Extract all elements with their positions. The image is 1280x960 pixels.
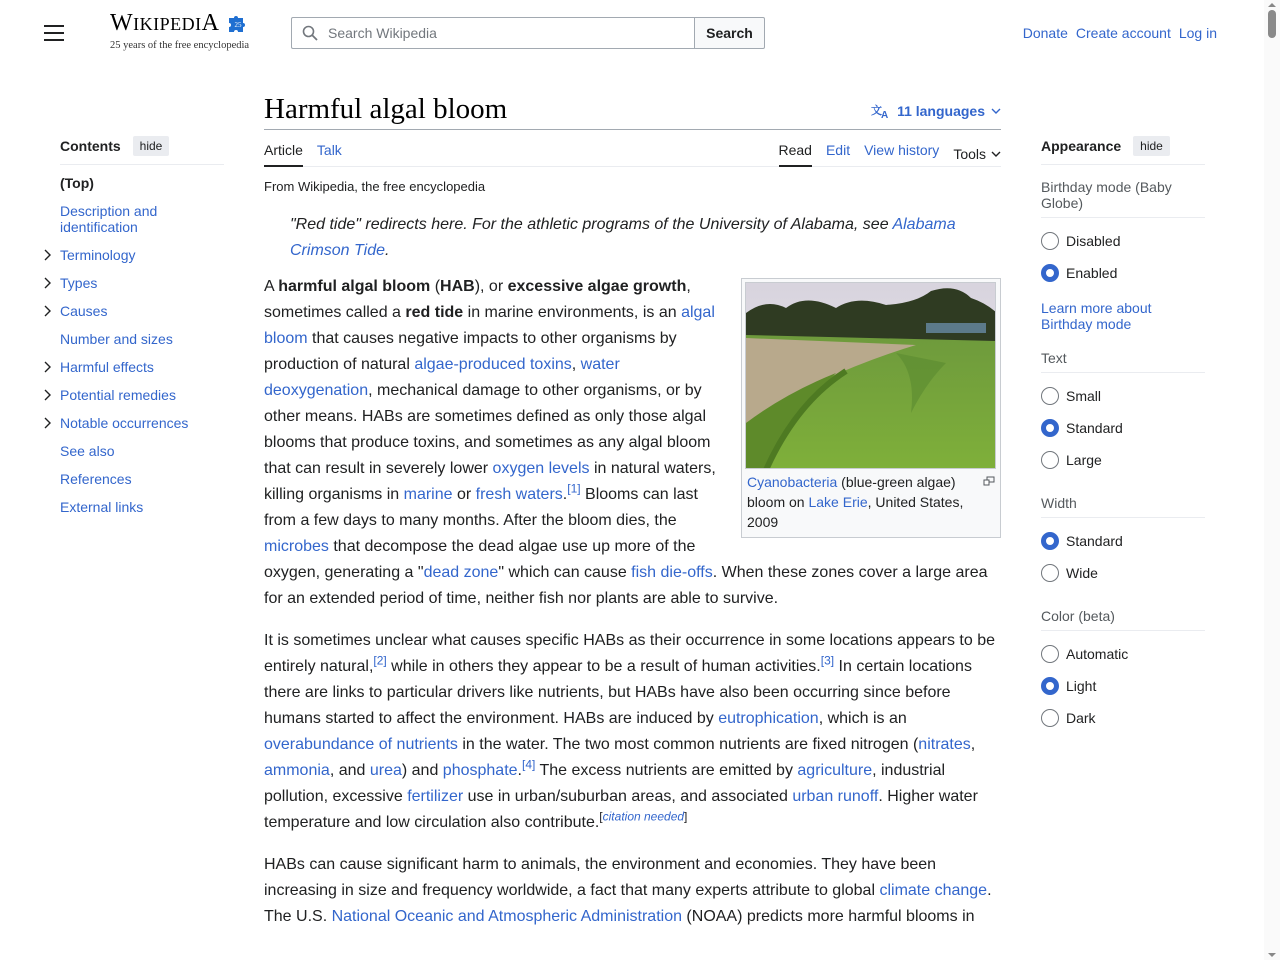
radio-option-disabled[interactable] bbox=[1041, 232, 1205, 250]
scroll-down-arrow-icon[interactable] bbox=[1268, 953, 1276, 957]
chevron-right-icon[interactable] bbox=[42, 248, 54, 262]
radio-option-large[interactable] bbox=[1041, 451, 1205, 469]
hatnote-end: . bbox=[385, 242, 390, 259]
caption-text: (blue-green algae) bloom on bbox=[747, 474, 956, 510]
language-count: 11 languages bbox=[897, 103, 985, 119]
text-run: (NOAA) predicts more harmful blooms in bbox=[681, 908, 975, 925]
article-link[interactable]: National Oceanic and Atmospheric Administration bbox=[331, 908, 682, 925]
article-link[interactable]: fresh waters bbox=[475, 486, 563, 503]
birthday-mode-label: Birthday mode (Baby Globe) bbox=[1041, 165, 1205, 218]
table-of-contents bbox=[60, 136, 224, 527]
scroll-thumb[interactable] bbox=[1268, 10, 1276, 38]
menu-bar bbox=[44, 25, 64, 27]
page-scrollbar[interactable] bbox=[1264, 0, 1280, 960]
text-run: or bbox=[452, 486, 476, 503]
toc-hide-button[interactable]: hide bbox=[133, 136, 170, 156]
toc-item-label[interactable]: Harmful effects bbox=[60, 359, 154, 375]
text-run: It is sometimes unclear what causes specific HABs as their occurrence in some locations appears to be entirely natural, bbox=[264, 632, 995, 675]
tab-view-history[interactable]: View history bbox=[864, 142, 940, 158]
radio-option-small[interactable] bbox=[1041, 387, 1205, 405]
toc-item[interactable] bbox=[60, 387, 224, 403]
article-link[interactable]: dead zone bbox=[423, 564, 499, 581]
text-run: , bbox=[970, 736, 976, 753]
text-run: In certain locations there are links to particular drivers like nutrients, but HABs have also been occurring since before humans started to affect the environment. HABs are induced by bbox=[264, 658, 972, 727]
radio-unchecked-icon[interactable] bbox=[1041, 564, 1059, 582]
lake-erie-link[interactable]: Lake Erie bbox=[808, 494, 868, 510]
chevron-right-icon[interactable] bbox=[42, 304, 54, 318]
chevron-right-icon[interactable] bbox=[42, 416, 54, 430]
article-link[interactable]: agriculture bbox=[797, 762, 873, 779]
search-button[interactable]: Search bbox=[694, 17, 765, 49]
radio-unchecked-icon[interactable] bbox=[1041, 451, 1059, 469]
text-run: while in others they appear to be a result of human activities. bbox=[386, 658, 821, 675]
toc-item[interactable] bbox=[60, 303, 224, 319]
language-button[interactable] bbox=[871, 103, 1001, 119]
citation-link[interactable]: [2] bbox=[373, 653, 387, 668]
algae-photo bbox=[746, 283, 996, 469]
menu-bar bbox=[44, 39, 64, 41]
search-field[interactable] bbox=[291, 17, 694, 49]
radio-unchecked-icon[interactable] bbox=[1041, 709, 1059, 727]
enlarge-icon[interactable] bbox=[983, 476, 995, 486]
site-header bbox=[0, 0, 1264, 66]
chevron-down-icon bbox=[991, 108, 1001, 114]
toc-list bbox=[60, 175, 224, 515]
toc-item-label[interactable]: Types bbox=[60, 275, 98, 291]
text-run: . The U.S. bbox=[264, 882, 992, 925]
color-label: Color (beta) bbox=[1041, 594, 1205, 631]
bold-term: harmful algal bloom bbox=[278, 278, 431, 295]
page-tabs bbox=[264, 130, 1001, 167]
toc-item[interactable] bbox=[60, 415, 224, 431]
page-title: Harmful algal bloom bbox=[264, 93, 508, 125]
radio-checked-icon[interactable] bbox=[1041, 419, 1059, 437]
toc-item-label[interactable]: Potential remedies bbox=[60, 387, 176, 403]
svg-text:25: 25 bbox=[234, 21, 242, 29]
chevron-right-icon[interactable] bbox=[42, 276, 54, 290]
text-run: use in urban/suburban areas, and associated bbox=[463, 788, 793, 805]
radio-option-automatic[interactable] bbox=[1041, 645, 1205, 663]
radio-unchecked-icon[interactable] bbox=[1041, 387, 1059, 405]
toc-title: Contents bbox=[60, 138, 121, 154]
appearance-header bbox=[1041, 136, 1205, 165]
title-row bbox=[264, 90, 1001, 130]
radio-label: Light bbox=[1066, 678, 1097, 694]
site-tagline: From Wikipedia, the free encyclopedia bbox=[264, 179, 486, 194]
user-links bbox=[1023, 25, 1217, 41]
lake-erie-algae-image[interactable] bbox=[745, 282, 996, 469]
logo-wordmark: WIKIPEDIA bbox=[110, 10, 220, 36]
chevron-right-icon[interactable] bbox=[42, 360, 54, 374]
radio-option-light[interactable] bbox=[1041, 677, 1205, 695]
paragraph-harm bbox=[264, 852, 1001, 930]
radio-checked-icon[interactable] bbox=[1041, 677, 1059, 695]
text-run: A bbox=[264, 278, 279, 295]
article-link[interactable]: phosphate bbox=[442, 762, 518, 779]
toc-item-label[interactable]: References bbox=[60, 471, 132, 487]
article-link[interactable]: urban runoff bbox=[792, 788, 879, 805]
radio-label: Dark bbox=[1066, 710, 1096, 726]
radio-unchecked-icon[interactable] bbox=[1041, 645, 1059, 663]
citation-needed: [citation needed] bbox=[599, 809, 688, 824]
toc-item[interactable] bbox=[60, 275, 224, 291]
radio-label: Disabled bbox=[1066, 233, 1121, 249]
donate-link[interactable]: Donate bbox=[1022, 25, 1068, 41]
text-run: , bbox=[571, 356, 581, 373]
tools-label: Tools bbox=[953, 146, 986, 162]
text-run: ( bbox=[430, 278, 441, 295]
text-run: in marine environments, is an bbox=[463, 304, 682, 321]
tab-talk[interactable]: Talk bbox=[316, 142, 342, 158]
text-run: in the water. The two most common nutrients are fixed nitrogen ( bbox=[457, 736, 919, 753]
figure-thumbnail bbox=[741, 278, 1001, 538]
appearance-title: Appearance bbox=[1041, 138, 1122, 154]
article-link[interactable]: algae-produced toxins bbox=[414, 356, 572, 373]
bold-term: HAB bbox=[440, 278, 475, 295]
toc-item-label[interactable]: Terminology bbox=[60, 247, 136, 263]
text-run: , and bbox=[329, 762, 370, 779]
article-link[interactable]: algal bloom bbox=[264, 304, 715, 347]
citation bbox=[522, 758, 535, 772]
hatnote bbox=[264, 212, 1001, 264]
create-account-link[interactable]: Create account bbox=[1075, 25, 1171, 41]
text-run: ), or bbox=[474, 278, 508, 295]
learn-more-birthday-link[interactable]: Learn more about Birthday mode bbox=[1041, 300, 1152, 332]
citation bbox=[567, 482, 580, 496]
text-run: HABs can cause significant harm to animals, the environment and economies. They have been increasing in size and frequency worldwide, a fact that many experts attribute to global bbox=[264, 856, 937, 899]
color-options bbox=[1041, 645, 1205, 739]
namespace-tabs bbox=[264, 130, 342, 166]
radio-option-standard[interactable] bbox=[1041, 419, 1205, 437]
search-input[interactable] bbox=[328, 25, 694, 41]
radio-option-dark[interactable] bbox=[1041, 709, 1205, 727]
article-link[interactable]: water deoxygenation bbox=[264, 356, 620, 399]
width-label: Width bbox=[1041, 481, 1205, 518]
radio-label: Large bbox=[1066, 452, 1102, 468]
text-run: . bbox=[517, 762, 522, 779]
cyanobacteria-link[interactable]: Cyanobacteria bbox=[747, 474, 838, 490]
paragraph-causes bbox=[264, 628, 1001, 836]
caption-text: , United States, 2009 bbox=[747, 494, 964, 530]
radio-label: Standard bbox=[1066, 420, 1123, 436]
article-link[interactable]: nitrates bbox=[918, 736, 971, 753]
tab-article[interactable]: Article bbox=[264, 130, 303, 166]
tab-edit[interactable]: Edit bbox=[825, 142, 851, 158]
width-options bbox=[1041, 532, 1205, 594]
radio-unchecked-icon[interactable] bbox=[1041, 232, 1059, 250]
logo-tagline: 25 years of the free encyclopedia bbox=[110, 40, 250, 51]
hatnote-link[interactable]: Alabama Crimson Tide bbox=[290, 216, 956, 259]
text-run: , which is an bbox=[818, 710, 907, 727]
toc-item[interactable] bbox=[60, 359, 224, 375]
text-run: in natural waters, killing organisms in bbox=[264, 460, 716, 503]
search-form bbox=[291, 17, 765, 49]
text-run: . When these zones cover a large area for an extended period of time, neither fish nor plants are able to survive. bbox=[264, 564, 988, 607]
toc-item[interactable] bbox=[60, 331, 224, 347]
text-run: that decompose the dead algae use up more of the oxygen, generating a " bbox=[264, 538, 696, 581]
toc-item-label[interactable]: Notable occurrences bbox=[60, 415, 189, 431]
radio-label: Standard bbox=[1066, 533, 1123, 549]
article-link[interactable]: eutrophication bbox=[718, 710, 819, 727]
wikipedia-logo[interactable] bbox=[110, 12, 250, 54]
radio-option-standard[interactable] bbox=[1041, 532, 1205, 550]
radio-label: Automatic bbox=[1066, 646, 1129, 662]
article-link[interactable]: microbes bbox=[264, 538, 329, 555]
text-size-options bbox=[1041, 387, 1205, 481]
svg-text:A: A bbox=[881, 110, 889, 119]
toc-item[interactable] bbox=[60, 175, 224, 191]
main-menu-button[interactable] bbox=[44, 25, 64, 41]
toc-item[interactable] bbox=[60, 247, 224, 263]
radio-label: Small bbox=[1066, 388, 1102, 404]
toc-item-label[interactable]: Causes bbox=[60, 303, 108, 319]
toc-item-label[interactable]: Description and identification bbox=[60, 203, 158, 235]
scroll-up-arrow-icon[interactable] bbox=[1268, 3, 1276, 7]
article-link[interactable]: fertilizer bbox=[407, 788, 464, 805]
toc-item-label: (Top) bbox=[60, 175, 94, 191]
citation-needed-link[interactable]: citation needed bbox=[602, 809, 685, 824]
article-link[interactable]: fish die-offs bbox=[631, 564, 713, 581]
article-link[interactable]: oxygen levels bbox=[492, 460, 590, 477]
svg-text:文: 文 bbox=[871, 104, 883, 117]
citation bbox=[373, 654, 386, 668]
text-run: , sometimes called a bbox=[264, 278, 691, 321]
tab-read[interactable]: Read bbox=[779, 130, 812, 166]
radio-label: Enabled bbox=[1066, 265, 1118, 281]
text-run: " which can cause bbox=[498, 564, 632, 581]
log-in-link[interactable]: Log in bbox=[1178, 25, 1217, 41]
bold-term: excessive algae growth bbox=[507, 278, 687, 295]
article-link[interactable]: urea bbox=[369, 762, 402, 779]
article-link[interactable]: climate change bbox=[879, 882, 988, 899]
tools-menu[interactable] bbox=[953, 130, 1001, 166]
toc-item[interactable] bbox=[60, 203, 224, 235]
text-size-label: Text bbox=[1041, 336, 1205, 373]
text-run: ) and bbox=[401, 762, 443, 779]
birthday-mode-options bbox=[1041, 232, 1205, 294]
citation-link[interactable]: [1] bbox=[567, 481, 581, 496]
appearance-hide-button[interactable]: hide bbox=[1133, 136, 1170, 156]
toc-item-label[interactable]: See also bbox=[60, 443, 115, 459]
text-run: Blooms can last from a few days to many months. After the bloom dies, the bbox=[264, 486, 698, 529]
citation-link[interactable]: [4] bbox=[521, 757, 536, 772]
citation bbox=[821, 654, 834, 668]
toc-item-label[interactable]: External links bbox=[60, 499, 144, 515]
chevron-right-icon[interactable] bbox=[42, 388, 54, 402]
radio-option-wide[interactable] bbox=[1041, 564, 1205, 582]
text-run: , mechanical damage to other organisms, or by other means. HABs are sometimes defined as only those algal blooms that produce toxins, and sometimes as any algal bloom that can result in severely lower bbox=[264, 382, 711, 477]
article-link[interactable]: marine bbox=[403, 486, 453, 503]
text-run: . bbox=[562, 486, 568, 503]
menu-bar bbox=[44, 32, 64, 34]
toc-item-label[interactable]: Number and sizes bbox=[60, 331, 173, 347]
puzzle-globe-icon bbox=[227, 13, 249, 35]
text-run: The excess nutrients are emitted by bbox=[535, 762, 798, 779]
citation-link[interactable]: [3] bbox=[820, 653, 835, 668]
appearance-panel bbox=[1041, 136, 1205, 739]
radio-label: Wide bbox=[1066, 565, 1098, 581]
article-link[interactable]: ammonia bbox=[264, 762, 330, 779]
chevron-down-icon bbox=[991, 151, 1001, 157]
translate-icon bbox=[871, 103, 891, 119]
hatnote-text: "Red tide" redirects here. For the athletic programs of the University of Alabama, see bbox=[290, 216, 893, 233]
article bbox=[264, 90, 1001, 930]
search-icon bbox=[302, 25, 318, 41]
figure-caption bbox=[745, 469, 997, 534]
toc-item[interactable] bbox=[60, 443, 224, 459]
radio-checked-icon[interactable] bbox=[1041, 264, 1059, 282]
toc-item[interactable] bbox=[60, 499, 224, 515]
text-run: , industrial pollution, excessive bbox=[264, 762, 946, 805]
view-tabs bbox=[779, 130, 1002, 166]
radio-checked-icon[interactable] bbox=[1041, 532, 1059, 550]
text-run: . Higher water temperature and low circulation also contribute. bbox=[264, 788, 978, 831]
toc-header bbox=[60, 136, 224, 165]
article-link[interactable]: overabundance of nutrients bbox=[264, 736, 458, 753]
article-body bbox=[264, 274, 1001, 930]
bold-term: red tide bbox=[405, 304, 464, 321]
toc-item[interactable] bbox=[60, 471, 224, 487]
text-run: that causes negative impacts to other organisms by production of natural bbox=[264, 330, 677, 373]
radio-option-enabled[interactable] bbox=[1041, 264, 1205, 282]
